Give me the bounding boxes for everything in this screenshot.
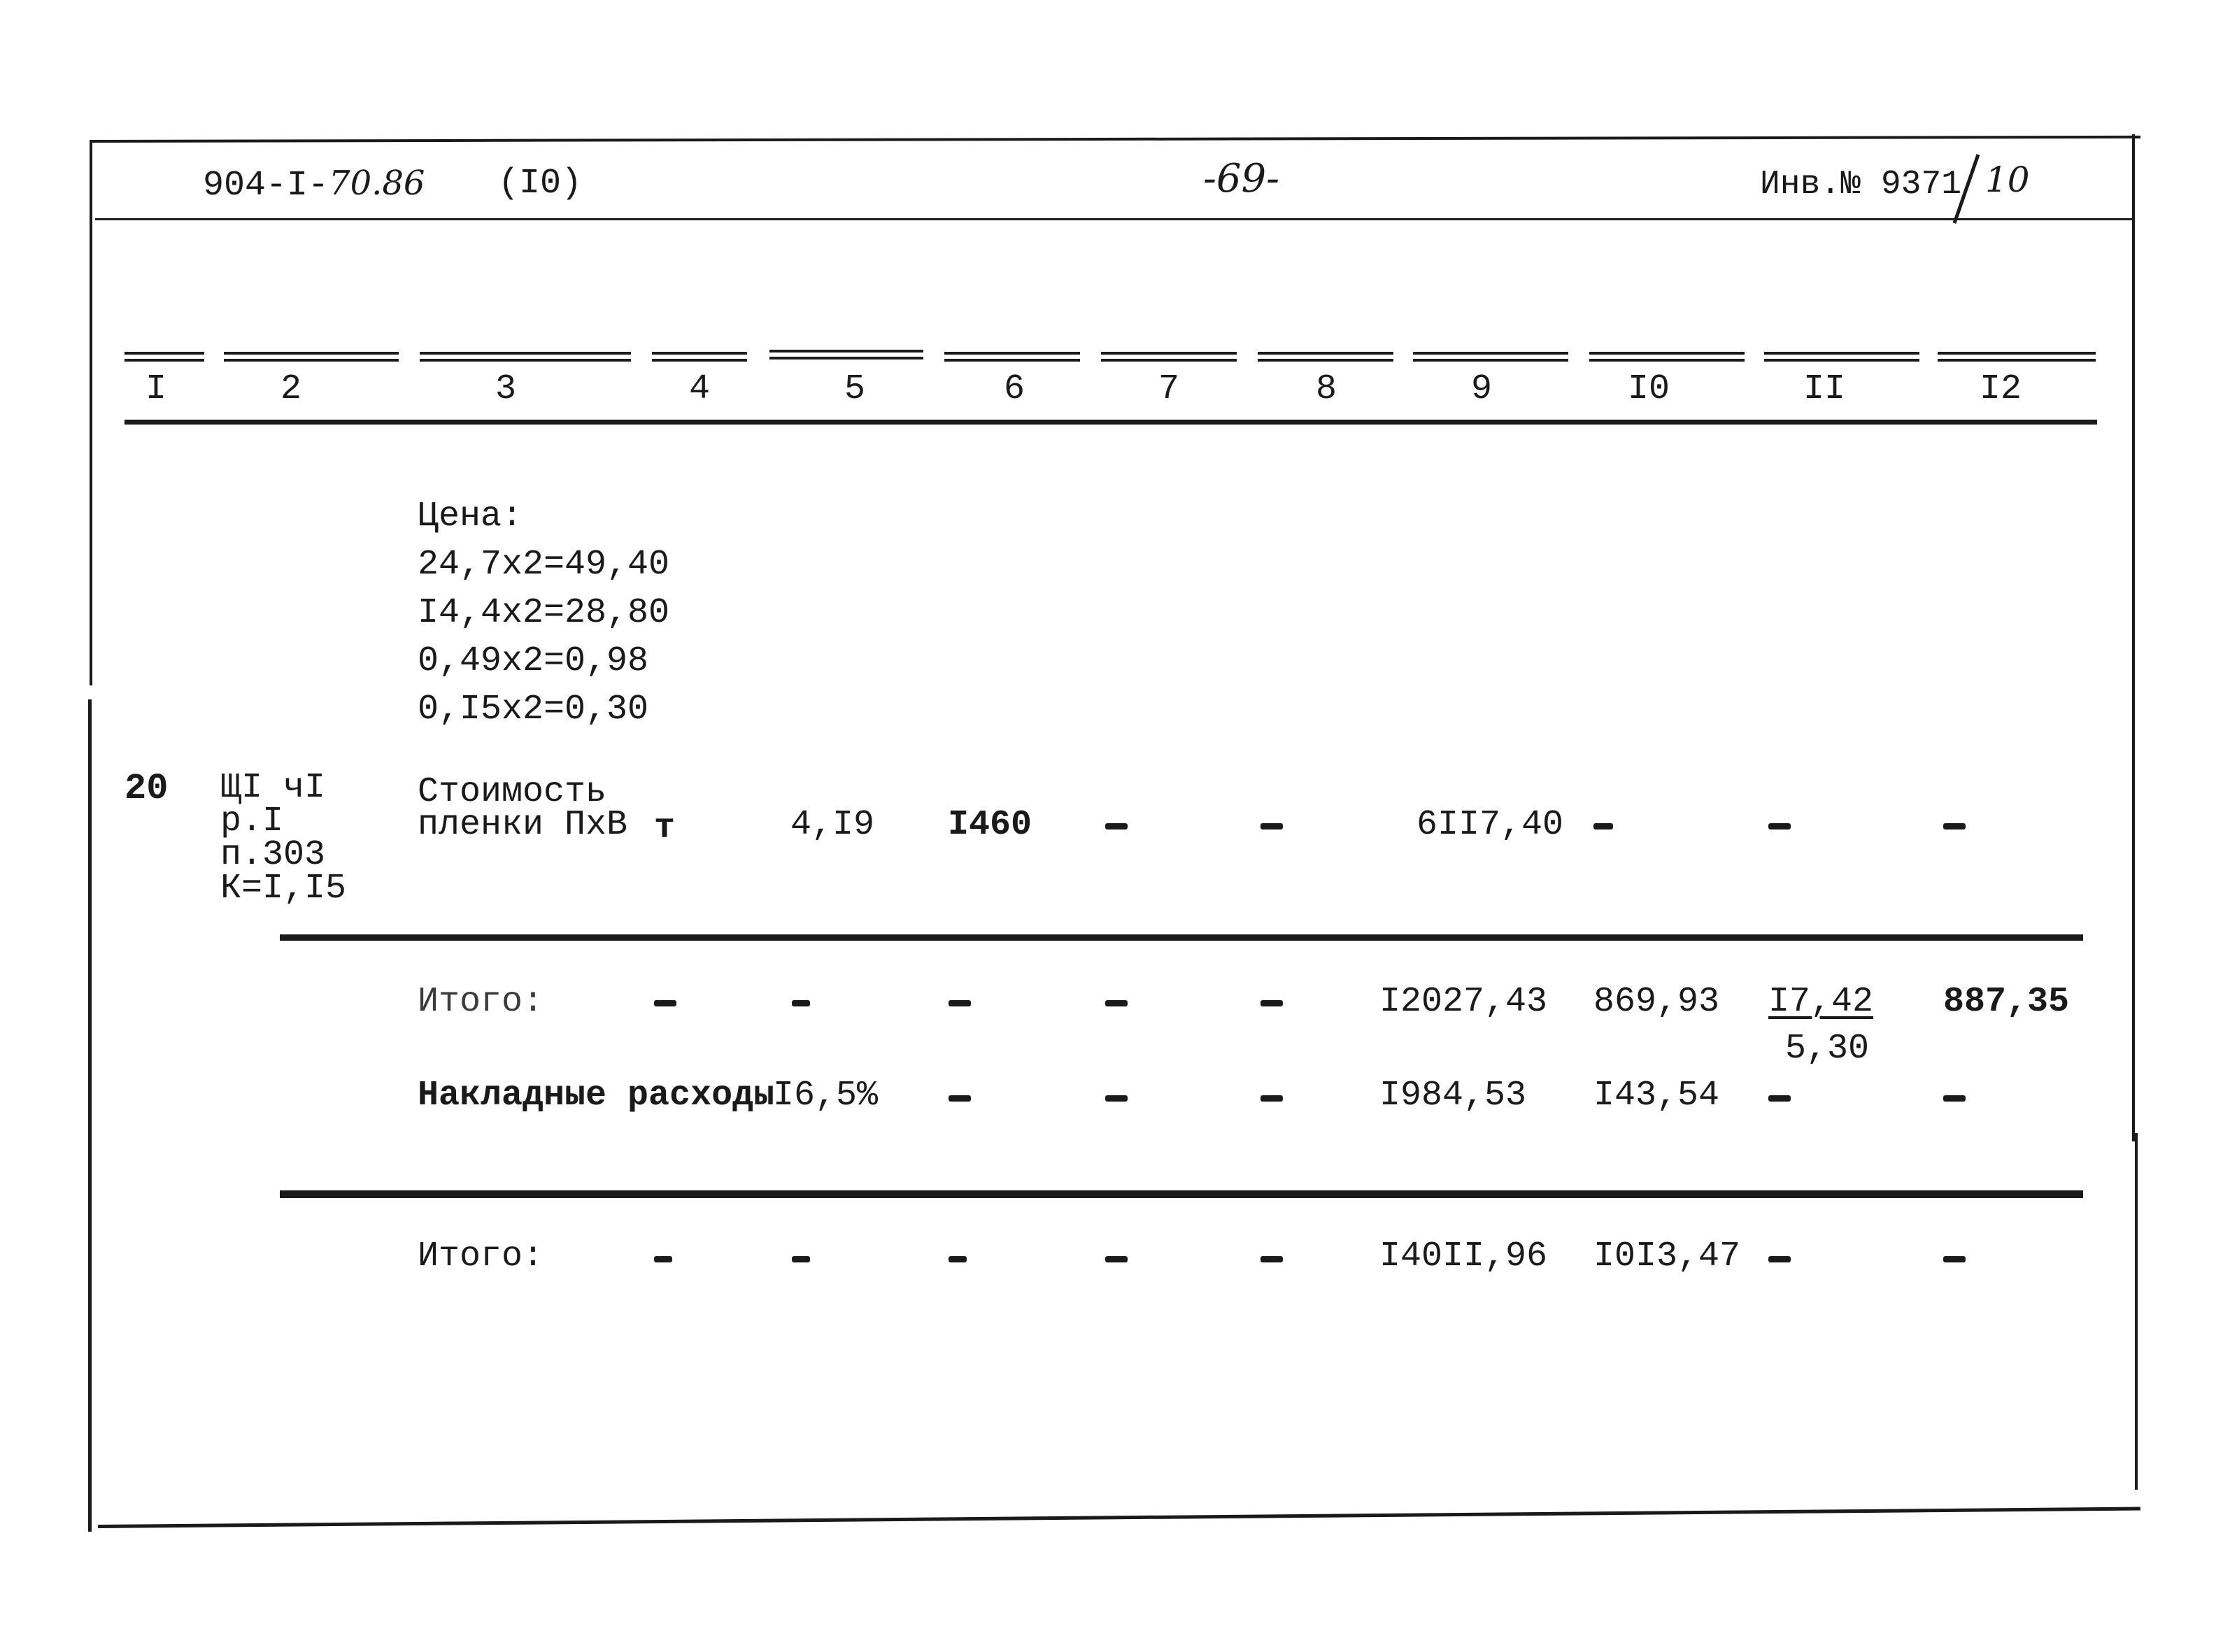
empty-dash-col12: [1943, 1256, 1966, 1262]
item-name-line: пленки ПхВ: [418, 805, 628, 845]
column-number: 8: [1315, 369, 1337, 409]
col-rule: [1938, 352, 2096, 362]
column-number: I2: [1979, 369, 2022, 409]
unit-price-value: I460: [948, 805, 1032, 845]
frame-top-line: [91, 136, 2140, 143]
empty-dash-col12: [1943, 823, 1966, 829]
empty-dash-col6: [949, 1095, 971, 1102]
overhead-col10: I43,54: [1593, 1076, 1720, 1116]
subtotal-col11-bottom: 5,30: [1785, 1029, 1870, 1069]
page-number: -69-: [1203, 156, 1280, 201]
empty-dash-col5: [792, 1000, 810, 1006]
empty-dash-col7: [1105, 1000, 1128, 1006]
inventory-sheet: 10: [1985, 159, 2030, 200]
inventory-number: Инв.№ 9371: [1760, 166, 1962, 204]
empty-dash-col7: [1105, 1095, 1128, 1102]
overhead-rate: I6,5%: [773, 1076, 879, 1116]
total-label: Итого:: [418, 1237, 544, 1276]
subtotal-col9: I2027,43: [1379, 982, 1548, 1022]
empty-dash-col4: [654, 1000, 676, 1006]
doc-code-handwritten: 70.86: [329, 164, 425, 203]
column-number: 3: [495, 369, 516, 409]
empty-dash-col7: [1105, 1256, 1128, 1262]
frame-right-line-lower: [2135, 1133, 2138, 1490]
empty-dash-col11: [1768, 823, 1791, 829]
overhead-label-text: Накладные расходы: [418, 1076, 775, 1116]
column-number: I0: [1627, 369, 1670, 409]
col-rule: [1764, 352, 1919, 362]
inventory-slash-mark: [1945, 150, 1987, 227]
column-number: 9: [1470, 369, 1492, 409]
column-number: I: [145, 369, 166, 409]
subtotal-col10: 869,93: [1593, 982, 1720, 1022]
frame-left-line-lower: [88, 699, 92, 1532]
price-line: I4,4x2=28,80: [418, 593, 670, 633]
doc-code: [203, 166, 425, 204]
total-rule: [280, 1190, 2083, 1198]
doc-part: (I0): [498, 164, 583, 204]
subtotal-col12: 887,35: [1943, 982, 2070, 1022]
col-rule: [1413, 352, 1568, 362]
subtotal-rule: [280, 934, 2083, 941]
norm-reference-line: К=I,I5: [220, 869, 347, 909]
header-separator-line: [95, 218, 2132, 220]
column-number: 2: [280, 369, 301, 409]
subtotal-col11-top: I7,42: [1768, 982, 1874, 1022]
subtotal-label: Итого:: [418, 982, 544, 1022]
total-col10: I0I3,47: [1593, 1237, 1741, 1276]
empty-dash-col4: [654, 1256, 672, 1262]
norm-reference-line: ЩI чI: [220, 768, 326, 808]
col-rule: [420, 352, 631, 362]
col-rule: [1258, 352, 1393, 362]
item-name-line: Стоимость: [418, 772, 607, 812]
row-total-value: 6II7,40: [1416, 805, 1564, 845]
price-line: 0,I5x2=0,30: [418, 690, 649, 729]
empty-dash-col10: [1593, 823, 1613, 829]
empty-dash-col5: [792, 1256, 810, 1262]
price-line: 0,49x2=0,98: [418, 641, 649, 681]
empty-dash-col6: [949, 1000, 971, 1006]
col-rule: [652, 352, 747, 362]
column-number: 6: [1003, 369, 1025, 409]
header-bottom-rule: [125, 420, 2097, 425]
col-rule: [944, 352, 1080, 362]
row-number: 20: [125, 768, 169, 809]
price-title: Цена:: [418, 497, 523, 536]
column-number: 5: [844, 369, 865, 409]
empty-dash-col8: [1260, 823, 1283, 829]
unit-of-measure: т: [654, 809, 676, 848]
frame-right-line: [2132, 134, 2135, 1141]
col-rule: [769, 350, 923, 359]
norm-reference-line: п.303: [220, 835, 326, 875]
price-line: 24,7x2=49,40: [418, 545, 670, 585]
empty-dash-col7: [1105, 823, 1128, 829]
empty-dash-col11: [1768, 1095, 1791, 1102]
norm-reference-line: р.I: [220, 802, 284, 841]
empty-dash-col8: [1260, 1256, 1283, 1262]
empty-dash-col6: [949, 1256, 967, 1262]
quantity-value: 4,I9: [790, 805, 875, 845]
total-col9: I40II,96: [1379, 1237, 1548, 1276]
col-rule: [224, 352, 399, 362]
empty-dash-col12: [1943, 1095, 1966, 1102]
empty-dash-col8: [1260, 1000, 1283, 1006]
empty-dash-col8: [1260, 1095, 1283, 1102]
empty-dash-col11: [1768, 1256, 1791, 1262]
overhead-col9: I984,53: [1379, 1076, 1527, 1116]
col-rule: [1589, 352, 1745, 362]
frame-left-line: [90, 140, 92, 685]
overhead-label: [418, 1076, 775, 1116]
col-rule: [1101, 352, 1237, 362]
column-number: 4: [688, 369, 710, 409]
column-number: II: [1803, 369, 1845, 409]
column-number: 7: [1158, 369, 1179, 409]
col-rule: [125, 352, 204, 362]
doc-code-prefix: 904-I-: [203, 166, 329, 206]
frame-bottom-line: [98, 1507, 2140, 1528]
